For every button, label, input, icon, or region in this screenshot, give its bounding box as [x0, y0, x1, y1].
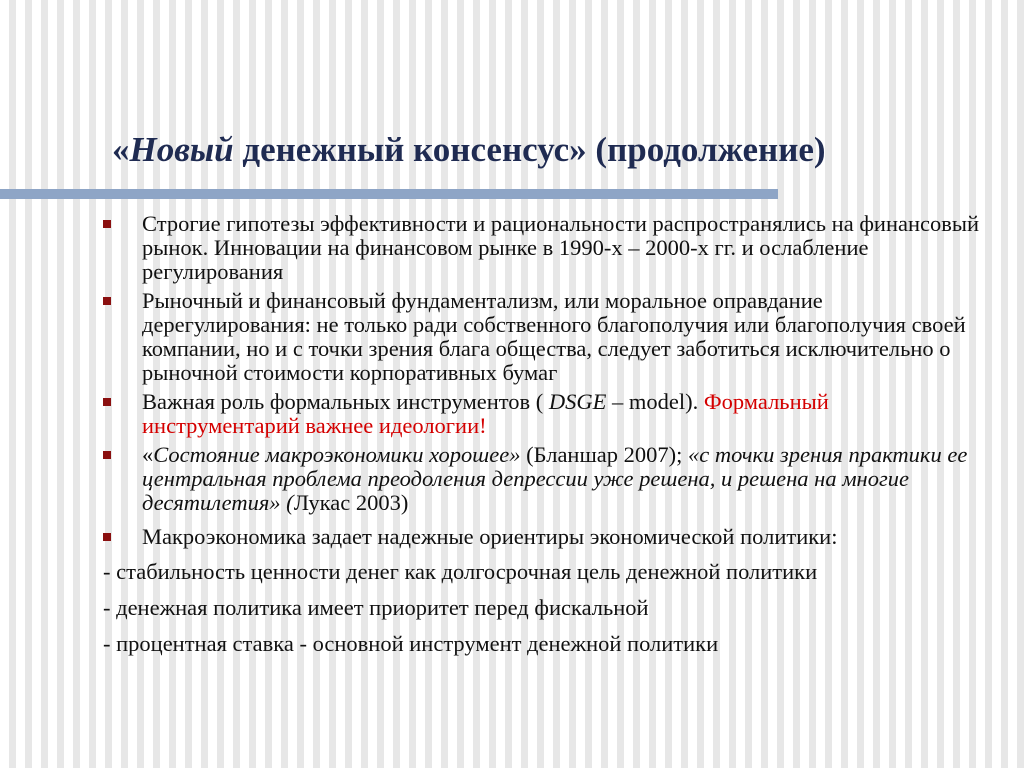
bullet-item-1: [0, 212, 992, 284]
dash-item-2: - денежная политика имеет приоритет перед фискальной: [103, 595, 649, 620]
bullet-3-part1: Важная роль формальных инструментов (: [142, 389, 549, 414]
slide-body: [0, 212, 1024, 657]
title-rest: денежный консенсус» (продолжение): [233, 130, 826, 169]
bullet-4-part3: (Бланшар 2007);: [520, 442, 689, 467]
bullet-3-dsge: DSGE: [548, 389, 607, 414]
bullet-5-text: Макроэкономика задает надежные ориентиры экономической политики:: [142, 524, 838, 549]
bullet-3-part3: – model).: [606, 389, 704, 414]
bullet-item-2: [0, 289, 992, 385]
bullet-2-text: Рыночный и финансовый фундаментализм, или моральное оправдание дерегулирования: не только ради собственного благополучия или благополучия своей компании, но и с точки зрения блага общества, следует заботиться исключительно о рыночной стоимости корпоративных бумаг: [142, 288, 966, 385]
bullet-4-quote-lucas: «с точки зрения практики ее центральная проблема преодоления депрессии уже решена, и решена на многие десятилетия» (: [142, 442, 968, 515]
bullet-1-text: Строгие гипотезы эффективности и рациональности распространялись на финансовый рынок. Инновации на финансовом рынке в 1990-х – 2000-х гг. и ослабление регулирования: [142, 211, 980, 284]
square-bullet-icon: [103, 398, 111, 406]
square-bullet-icon: [103, 297, 111, 305]
title-open-quote: «: [112, 130, 130, 169]
square-bullet-icon: [103, 451, 111, 459]
title-italic-word: Новый: [129, 130, 234, 169]
bullet-item-5: [0, 525, 992, 549]
bullet-4-part1: «: [142, 442, 154, 467]
square-bullet-icon: [103, 220, 111, 228]
dash-item-1: - стабильность ценности денег как долгосрочная цель денежной политики: [103, 559, 818, 584]
bullet-4-quote-blanchard: Состояние макроэкономики хорошее»: [153, 442, 521, 467]
dash-item-3: - процентная ставка - основной инструмент денежной политики: [103, 631, 719, 656]
slide-title: [112, 128, 992, 172]
title-underline-bar: [0, 189, 778, 199]
bullet-item-3: [0, 390, 992, 438]
bullet-3-highlight: Формальный инструментарий важнее идеологии!: [142, 389, 829, 438]
bullet-item-4: [0, 443, 992, 515]
square-bullet-icon: [103, 533, 111, 541]
bullet-4-part5: Лукас 2003): [293, 490, 409, 515]
